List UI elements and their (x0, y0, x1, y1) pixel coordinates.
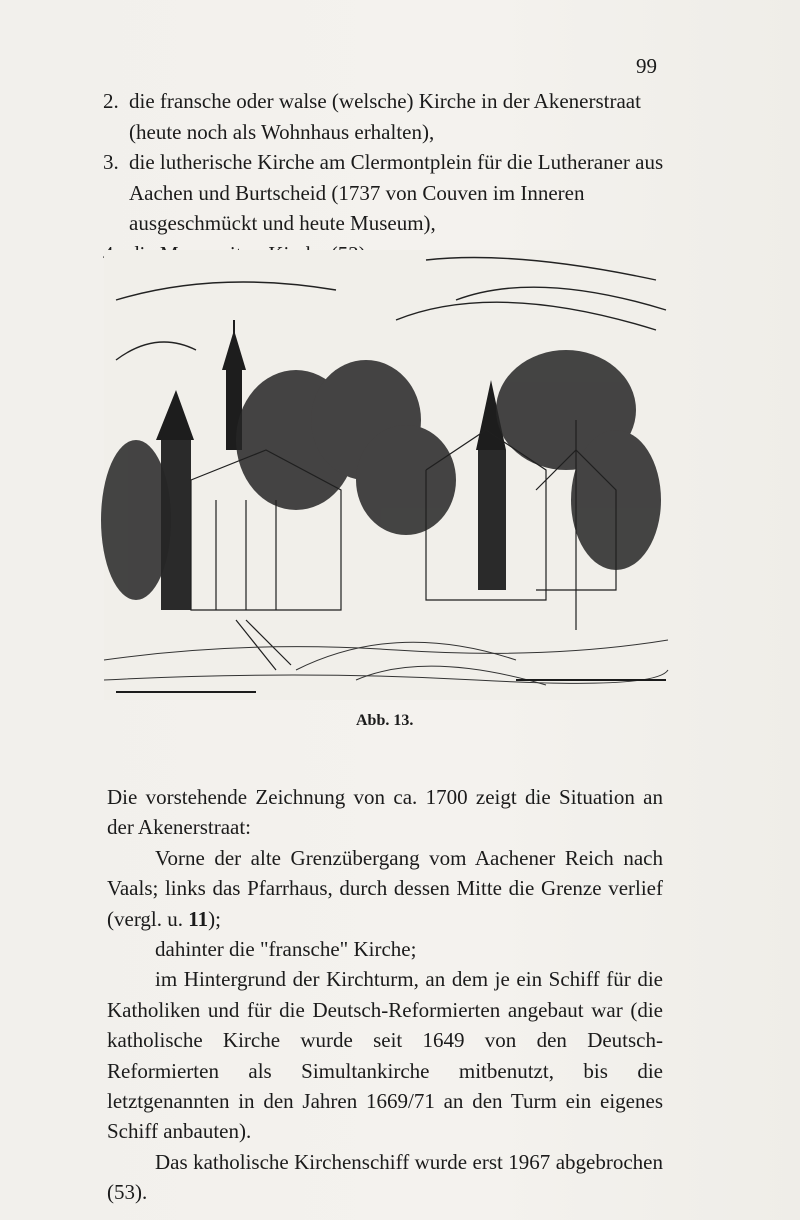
street-drawing-figure (96, 240, 676, 710)
paragraph: Das katholische Kirchenschiff wurde erst 1967 abgebrochen (53). (107, 1149, 663, 1205)
list-item (103, 86, 673, 147)
list-item (103, 147, 673, 239)
list-item-number: 2. (103, 89, 119, 113)
street-drawing (96, 240, 676, 710)
list-item-number: 3. (103, 150, 119, 174)
figure-caption: Abb. 13. (356, 712, 414, 729)
list-item-text: die lutherische Kirche am Clermontplein für die Lutheraner aus Aachen und Burtscheid (1737 von Couven im Inneren ausgeschmückt und heute Museum), (129, 150, 664, 235)
list-item-text: die fransche oder walse (welsche) Kirche in der Akenerstraat (heute noch als Wohnhaus erhalten), (129, 89, 641, 144)
paragraph: im Hintergrund der Kirchturm, an dem je ein Schiff für die Katholiken und für die Deutsch-Reformierten angebaut war (die katholische Kirche wurde seit 1649 von den Deutsch-Reformierten als Simultankirche mitbenutzt, bis die letztgenannten in den Jahren 1669/71 an den Turm ein eigenes Schiff anbauten). (107, 967, 663, 1144)
paragraph-tail: ); (208, 906, 221, 931)
paragraph: Die vorstehende Zeichnung von ca. 1700 zeigt die Situation an der Akenerstraat: (107, 785, 663, 840)
body-text (107, 782, 663, 1208)
paragraph (107, 843, 663, 934)
reference-number: 11 (188, 906, 209, 931)
paragraph: dahinter die "fransche" Kirche; (155, 937, 417, 962)
page-number: 99 (636, 54, 657, 78)
paragraph-text: Vorne der alte Grenzübergang vom Aachener Reich nach Vaals; links das Pfarrhaus, durch dessen Mitte die Grenze verlief (vergl. u. (107, 845, 663, 931)
